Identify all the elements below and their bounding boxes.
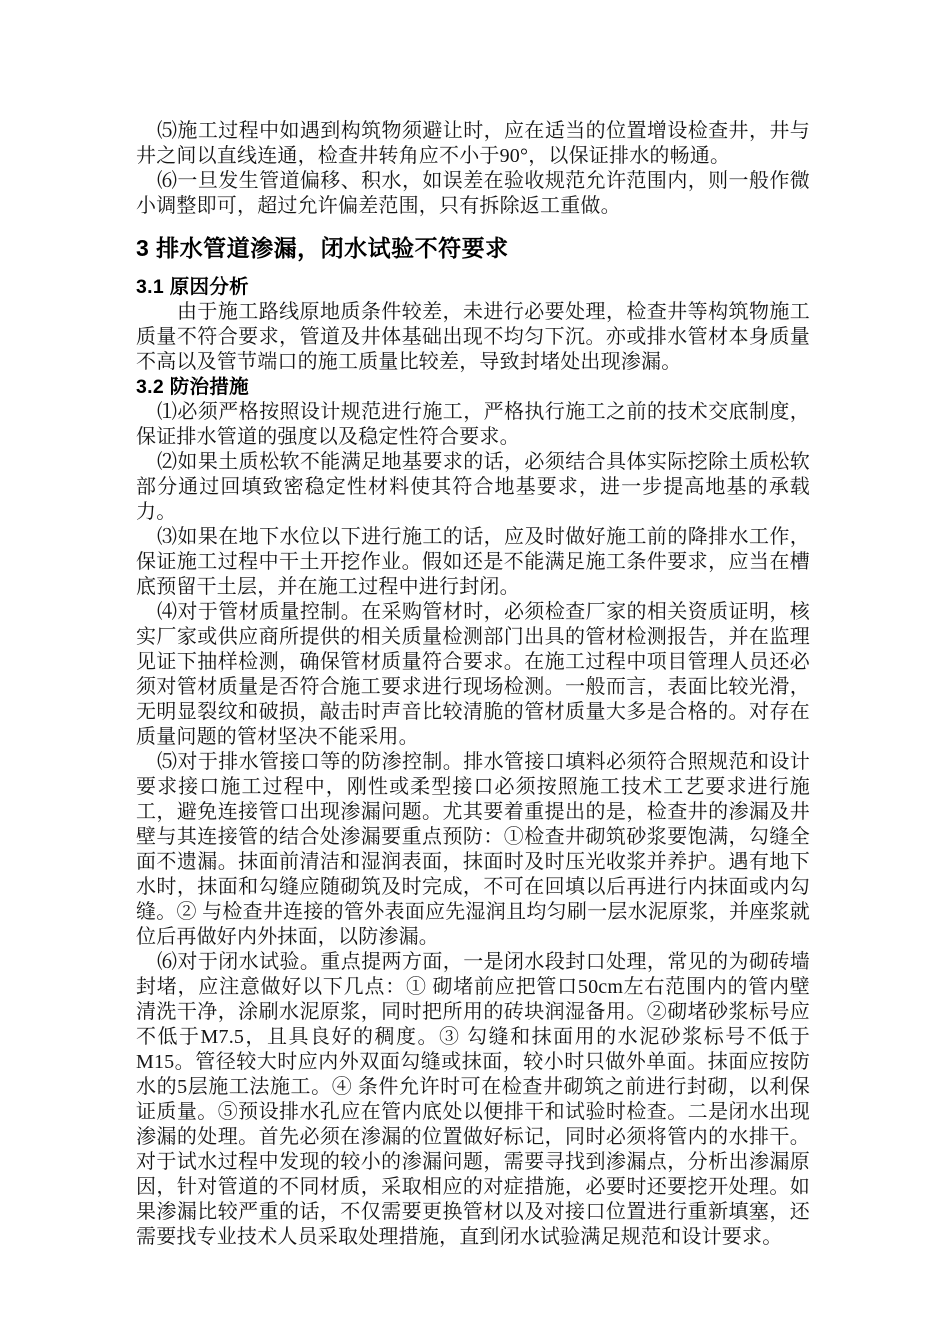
measure-item-5: ⑸对于排水管接口等的防渗控制。排水管接口填料必须符合照规范和设计要求接口施工过程中，刚性或柔型接口必须按照施工技术工艺要求进行施工，避免连接管口出现渗漏问题。尤其要着重提出的是，检查井的渗漏及井壁与其连接管的结合处渗漏要重点预防：①检查井砌筑砂浆要饱满，勾缝全面不遗漏。抹面前清洁和湿润表面，抹面时及时压光收浆并养护。遇有地下水时，抹面和勾缝应随砌筑及时完成，不可在回填以后再进行内抹面或内勾缝。② 与检查井连接的管外表面应先湿润且均匀刷一层水泥原浆，并座浆就位后再做好内外抹面，以防渗漏。 bbox=[136, 751, 810, 948]
paragraph-item-6-deviation: ⑹一旦发生管道偏移、积水，如误差在验收规范允许范围内，则一般作微小调整即可，超过允许偏差范围，只有拆除返工重做。 bbox=[136, 170, 810, 217]
measure-item-1: ⑴必须严格按照设计规范进行施工，严格执行施工之前的技术交底制度，保证排水管道的强度以及稳定性符合要求。 bbox=[136, 401, 810, 448]
measure-item-6: ⑹对于闭水试验。重点提两方面，一是闭水段封口处理，常见的为砌砖墙封堵，应注意做好以下几点：① 砌堵前应把管口50cm左右范围内的管内壁清洗干净，涂刷水泥原浆，同时把所用的砖块润湿备用。②砌堵砂浆标号应不低于M7.5，且具良好的稠度。③ 勾缝和抹面用的水泥砂浆标号不低于M15。管径较大时应内外双面勾缝或抹面，较小时只做外单面。抹面应按防水的5层施工法施工。④ 条件允许时可在检查井砌筑之前进行封砌，以利保证质量。⑤预设排水孔应在管内底处以便排干和试验时检查。二是闭水出现渗漏的处理。首先必须在渗漏的位置做好标记，同时必须将管内的水排干。对于试水过程中发现的较小的渗漏问题，需要寻找到渗漏点，分析出渗漏原因，针对管道的不同材质，采取相应的对症措施，必要时还要挖开处理。如果渗漏比较严重的话，不仅需要更换管材以及对接口位置进行重新填塞，还需要找专业技术人员采取处理措施，直到闭水试验满足规范和设计要求。 bbox=[136, 951, 810, 1248]
measure-item-2: ⑵如果土质松软不能满足地基要求的话，必须结合具体实际挖除土质松软部分通过回填致密稳定性材料使其符合地基要求，进一步提高地基的承载力。 bbox=[136, 451, 810, 523]
measure-item-4: ⑷对于管材质量控制。在采购管材时，必须检查厂家的相关资质证明，核实厂家或供应商所提供的相关质量检测部门出具的管材检测报告，并在监理见证下抽样检测，确保管材质量符合要求。在施工过程中项目管理人员还必须对管材质量是否符合施工要求进行现场检测。一般而言，表面比较光滑，无明显裂纹和破损，敲击时声音比较清脆的管材质量大多是合格的。对存在质量问题的管材坚决不能采用。 bbox=[136, 601, 810, 748]
section-3-2-subheading: 3.2 防治措施 bbox=[136, 376, 249, 398]
section-3-heading: 3 排水管道渗漏，闭水试验不符要求 bbox=[136, 235, 509, 261]
section-3-1-subheading: 3.1 原因分析 bbox=[136, 276, 249, 298]
paragraph-item-5-displacement: ⑸施工过程中如遇到构筑物须避让时，应在适当的位置增设检查井，井与井之间以直线连通，检查井转角应不小于90°，以保证排水的畅通。 bbox=[136, 120, 810, 167]
measure-item-3: ⑶如果在地下水位以下进行施工的话，应及时做好施工前的降排水工作，保证施工过程中干土开挖作业。假如还是不能满足施工条件要求，应当在槽底预留干土层，并在施工过程中进行封闭。 bbox=[136, 526, 810, 598]
section-3-1-cause-analysis-paragraph: 由于施工路线原地质条件较差，未进行必要处理，检查井等构筑物施工质量不符合要求，管道及井体基础出现不均匀下沉。亦或排水管材本身质量不高以及管节端口的施工质量比较差，导致封堵处出现渗漏。 bbox=[136, 301, 810, 373]
